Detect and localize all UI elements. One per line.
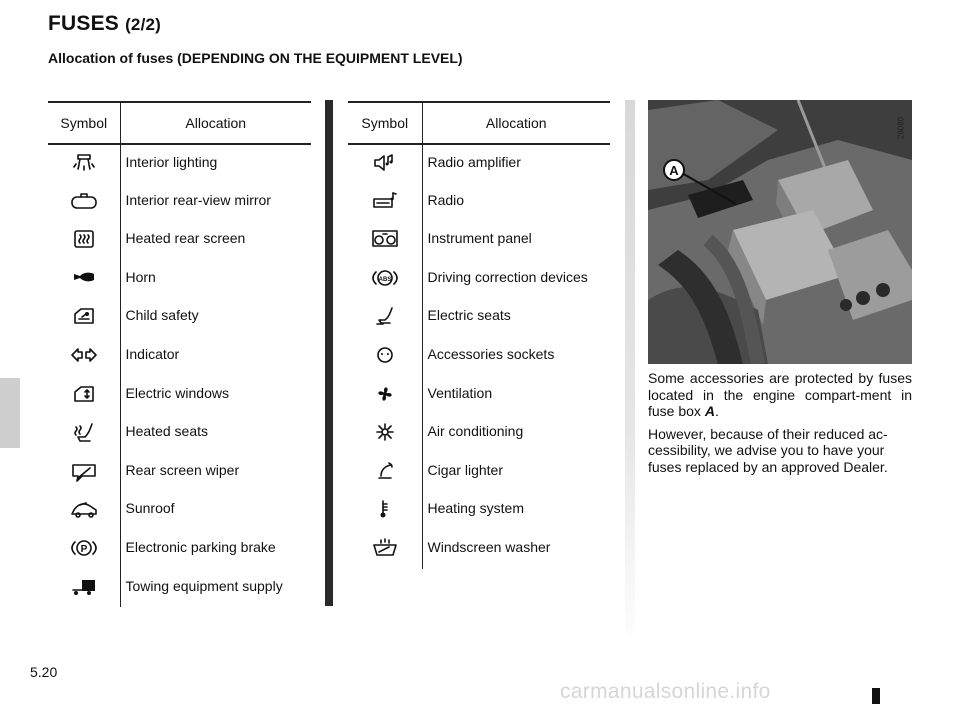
symbol-cell [48,376,120,415]
symbol-cell [48,530,120,569]
fuse-table-right-body [348,144,610,569]
symbol-cell [348,453,422,492]
symbol-cell [348,298,422,337]
table-row [348,260,610,299]
allocation-cell: Cigar lighter [427,461,503,478]
allocation-cell: Child safety [125,307,199,324]
page-title [48,12,161,36]
ventilation-icon [371,383,399,405]
table-row [348,530,610,569]
indicator-icon [70,344,98,366]
column-separator [325,100,333,606]
radio-icon [371,190,399,212]
horn-icon [70,267,98,289]
table-header-row [348,102,610,144]
heated-seats-icon [70,421,98,443]
allocation-cell: Towing equipment supply [125,577,283,594]
allocation-cell: Air conditioning [427,423,524,440]
symbol-cell [348,221,422,260]
chapter-tab [0,378,20,448]
abs-icon [371,267,399,289]
allocation-cell: Electric windows [125,384,229,401]
engine-illustration [648,100,912,364]
fuse-table-right [348,101,610,569]
allocation-cell: Instrument panel [427,230,532,247]
table-row [48,221,311,260]
symbol-cell [348,491,422,530]
air-conditioning-icon [371,421,399,443]
symbol-cell [348,260,422,299]
table-row [48,453,311,492]
table-row [48,260,311,299]
allocation-cell: Interior lighting [125,154,218,170]
symbol-cell [48,337,120,376]
watermark: carmanualsonline.info [560,680,771,703]
allocation-cell: Interior rear-view mirror [125,191,271,208]
symbol-cell [48,260,120,299]
cigar-lighter-icon [371,460,399,482]
allocation-cell: Radio [427,191,465,208]
symbol-cell [348,530,422,569]
rear-wiper-icon [70,460,98,482]
symbol-cell [48,569,120,608]
description-text [648,370,912,481]
table-row [348,144,610,183]
symbol-cell [348,414,422,453]
symbol-cell [48,491,120,530]
allocation-cell: Electronic parking brake [125,538,276,555]
table-row [48,144,311,183]
title-text: FUSES [48,12,120,35]
section-subtitle: Allocation of fuses (DEPENDING ON THE EQUIPMENT LEVEL) [48,50,463,66]
symbol-cell [348,144,422,183]
allocation-cell: Accessories sockets [427,345,555,362]
allocation-cell: Sunroof [125,500,175,517]
svg-text:P: P [80,543,88,555]
rear-view-mirror-icon [70,190,98,212]
towing-icon [70,576,98,598]
table-row [348,221,610,260]
allocation-cell: Heated seats [125,423,208,440]
symbol-cell [48,453,120,492]
column-divider-fade [625,100,635,650]
table-row [348,414,610,453]
sunroof-icon [70,498,98,520]
allocation-cell: Rear screen wiper [125,461,240,478]
allocation-cell: Horn [125,268,156,285]
corner-mark [872,688,880,704]
fuse-box-ref: A [704,403,715,419]
symbol-cell [48,414,120,453]
windscreen-washer-icon [371,537,399,559]
column-header-allocation: Allocation [120,102,311,144]
allocation-cell: Radio amplifier [427,154,521,170]
column-header-allocation: Allocation [422,102,610,144]
heated-rear-screen-icon [70,228,98,250]
table-row [48,337,311,376]
description-paragraph-1: Some accessories are protected by fuses located in the engine compart-ment in fuse box A. [648,370,912,419]
table-header-row [48,102,311,144]
column-header-symbol: Symbol [348,102,422,144]
electric-windows-icon [70,383,98,405]
allocation-cell: Driving correction devices [427,268,588,285]
child-safety-icon [70,305,98,327]
symbol-cell [48,298,120,337]
heating-icon [371,498,399,520]
fuse-table-left-body [48,144,311,607]
table-row [48,530,311,569]
table-row [348,183,610,222]
table-row [48,414,311,453]
callout-label: A [669,163,679,178]
column-header-symbol: Symbol [48,102,120,144]
parking-brake-icon [70,537,98,559]
symbol-cell [348,376,422,415]
allocation-cell: Indicator [125,345,180,362]
instrument-panel-icon [371,228,399,250]
electric-seats-icon [371,305,399,327]
table-row [48,376,311,415]
svg-text:ABS: ABS [378,276,392,283]
accessories-socket-icon [371,344,399,366]
table-row [48,491,311,530]
allocation-cell: Electric seats [427,307,511,324]
table-row [348,298,610,337]
allocation-cell: Ventilation [427,384,493,401]
table-row [48,183,311,222]
page-number: 5.20 [30,664,58,680]
symbol-cell [348,183,422,222]
table-row [48,298,311,337]
symbol-cell [48,221,120,260]
symbol-cell [48,183,120,222]
table-row [348,491,610,530]
interior-lighting-icon [70,152,98,174]
allocation-cell: Heating system [427,500,524,517]
allocation-cell: Windscreen washer [427,538,551,555]
fuse-table-left [48,101,311,607]
title-suffix: (2/2) [125,15,162,34]
allocation-cell: Heated rear screen [125,230,246,247]
symbol-cell [48,144,120,183]
table-row [348,376,610,415]
image-number: 28080 [896,116,906,140]
engine-compartment-photo [648,100,912,364]
table-row [348,337,610,376]
table-row [348,453,610,492]
description-paragraph-2: However, because of their reduced ac-cessibility, we advise you to have your fuses replaced by an approved Dealer. [648,425,888,475]
table-row [48,569,311,608]
radio-amplifier-icon [371,152,399,174]
symbol-cell [348,337,422,376]
